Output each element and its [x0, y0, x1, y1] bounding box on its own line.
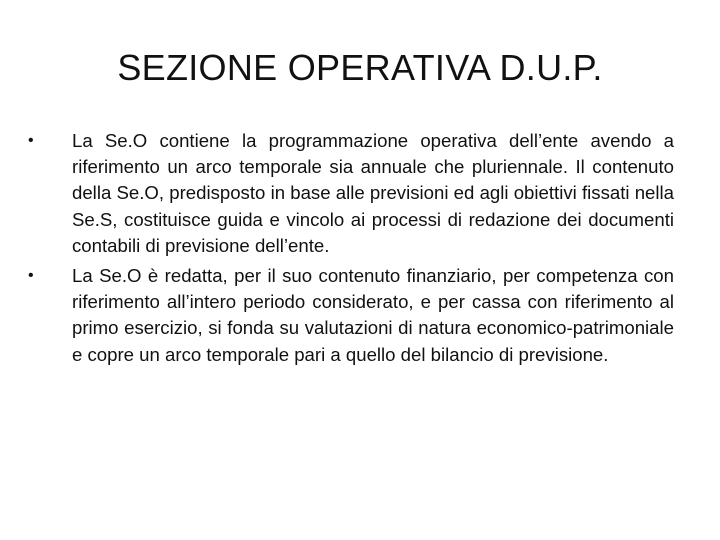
- bullet-item: [28, 128, 674, 259]
- bullet-icon: •: [28, 267, 34, 285]
- slide-title: SEZIONE OPERATIVA D.U.P.: [117, 47, 603, 88]
- bullet-list: [28, 128, 674, 368]
- bullet-text: La Se.O contiene la programmazione operativa dell’ente avendo a riferimento un arco temporale sia annuale che pluriennale. Il contenuto della Se.O, predisposto in base alle previsioni ed agli obiettivi fissati nella Se.S, costituisce guida e vincolo ai processi di redazione dei documenti contabili di previsione dell’ente.: [72, 130, 674, 256]
- bullet-item: [28, 263, 674, 368]
- bullet-text: La Se.O è redatta, per il suo contenuto finanziario, per competenza con riferimento all’intero periodo considerato, e per cassa con riferimento al primo esercizio, si fonda su valutazioni di natura economico-patrimoniale e copre un arco temporale pari a quello del bilancio di previsione.: [72, 265, 674, 365]
- bullet-icon: •: [28, 132, 34, 149]
